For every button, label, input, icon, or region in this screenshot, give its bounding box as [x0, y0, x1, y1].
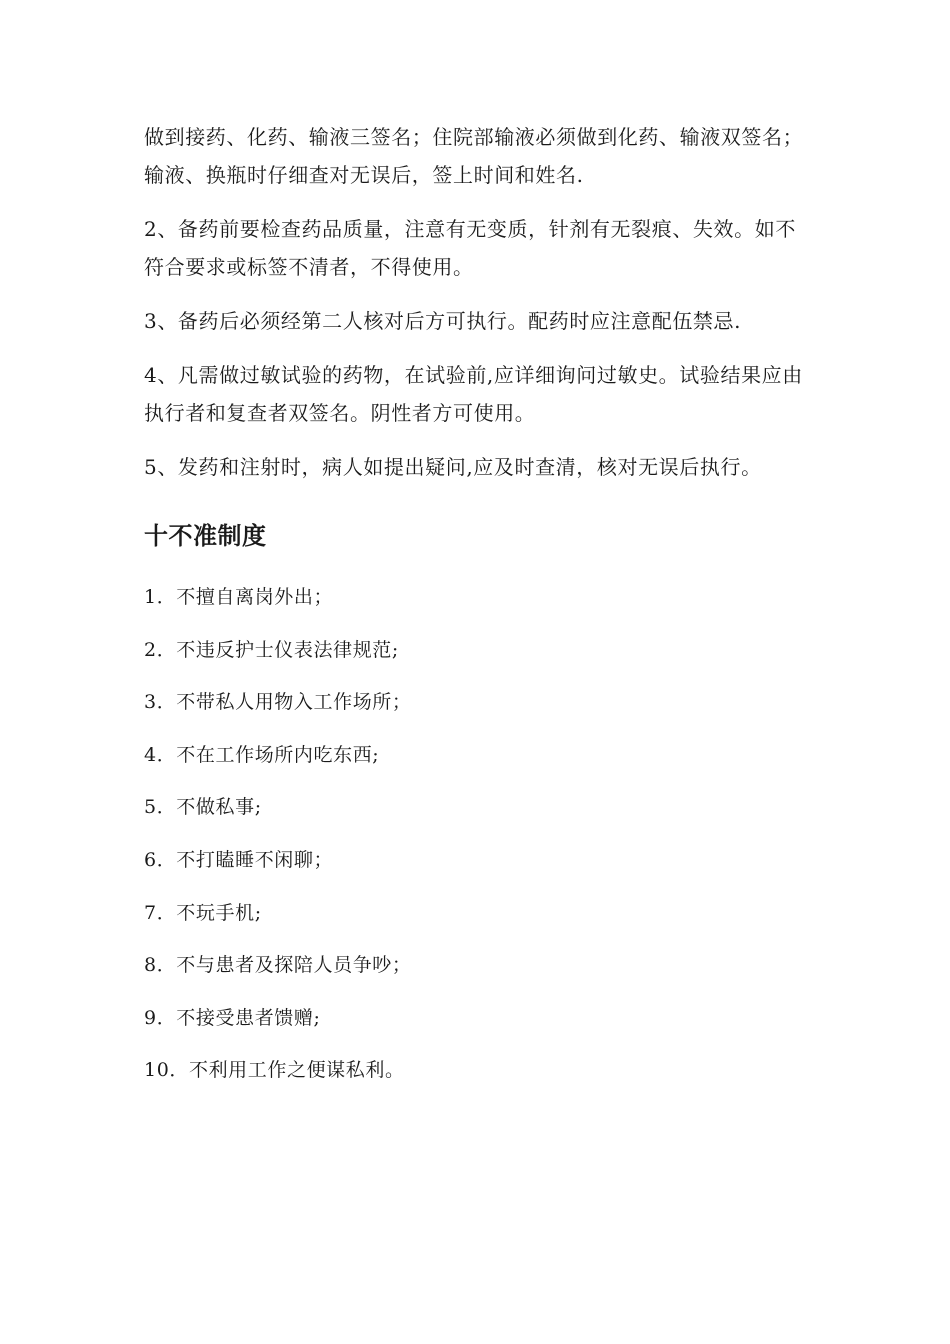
rule-item-1: 1．不擅自离岗外出； [144, 586, 334, 608]
rules-list [144, 584, 814, 1083]
intro-paragraph-4: 4、凡需做过敏试验的药物，在试验前,应详细询问过敏史。试验结果应由执行者和复查者双签名。阴性者方可使用。 [144, 363, 803, 425]
intro-paragraph-3: 3、备药后必须经第二人核对后方可执行。配药时应注意配伍禁忌. [144, 309, 742, 333]
rule-item-5: 5．不做私事; [144, 796, 262, 819]
rule-item-4: 4．不在工作场所内吃东西; [144, 743, 380, 766]
intro-paragraph-5: 5、发药和注射时，病人如提出疑问,应及时查清，核对无误后执行。 [144, 455, 762, 479]
rule-item-7: 7．不玩手机; [144, 901, 262, 924]
rule-item-10: 10．不利用工作之便谋私利。 [144, 1059, 405, 1082]
rule-item-3: 3．不带私人用物入工作场所； [144, 691, 412, 714]
intro-paragraph-continuation: 做到接药、化药、输液三签名；住院部输液必须做到化药、输液双签名；输液、换瓶时仔细查对无误后，签上时间和姓名. [144, 125, 804, 187]
rule-item-8: 8．不与患者及探陪人员争吵； [144, 954, 412, 977]
rule-item-6: 6．不打瞌睡不闲聊； [144, 848, 334, 871]
rule-item-9: 9．不接受患者馈赠; [144, 1006, 321, 1029]
document-content [144, 118, 814, 1110]
intro-paragraph-2: 2、备药前要检查药品质量，注意有无变质，针剂有无裂痕、失效。如不符合要求或标签不清者，不得使用。 [144, 217, 796, 279]
rule-item-2: 2．不违反护士仪表法律规范; [144, 638, 399, 661]
section-title: 十不准制度 [144, 522, 267, 550]
